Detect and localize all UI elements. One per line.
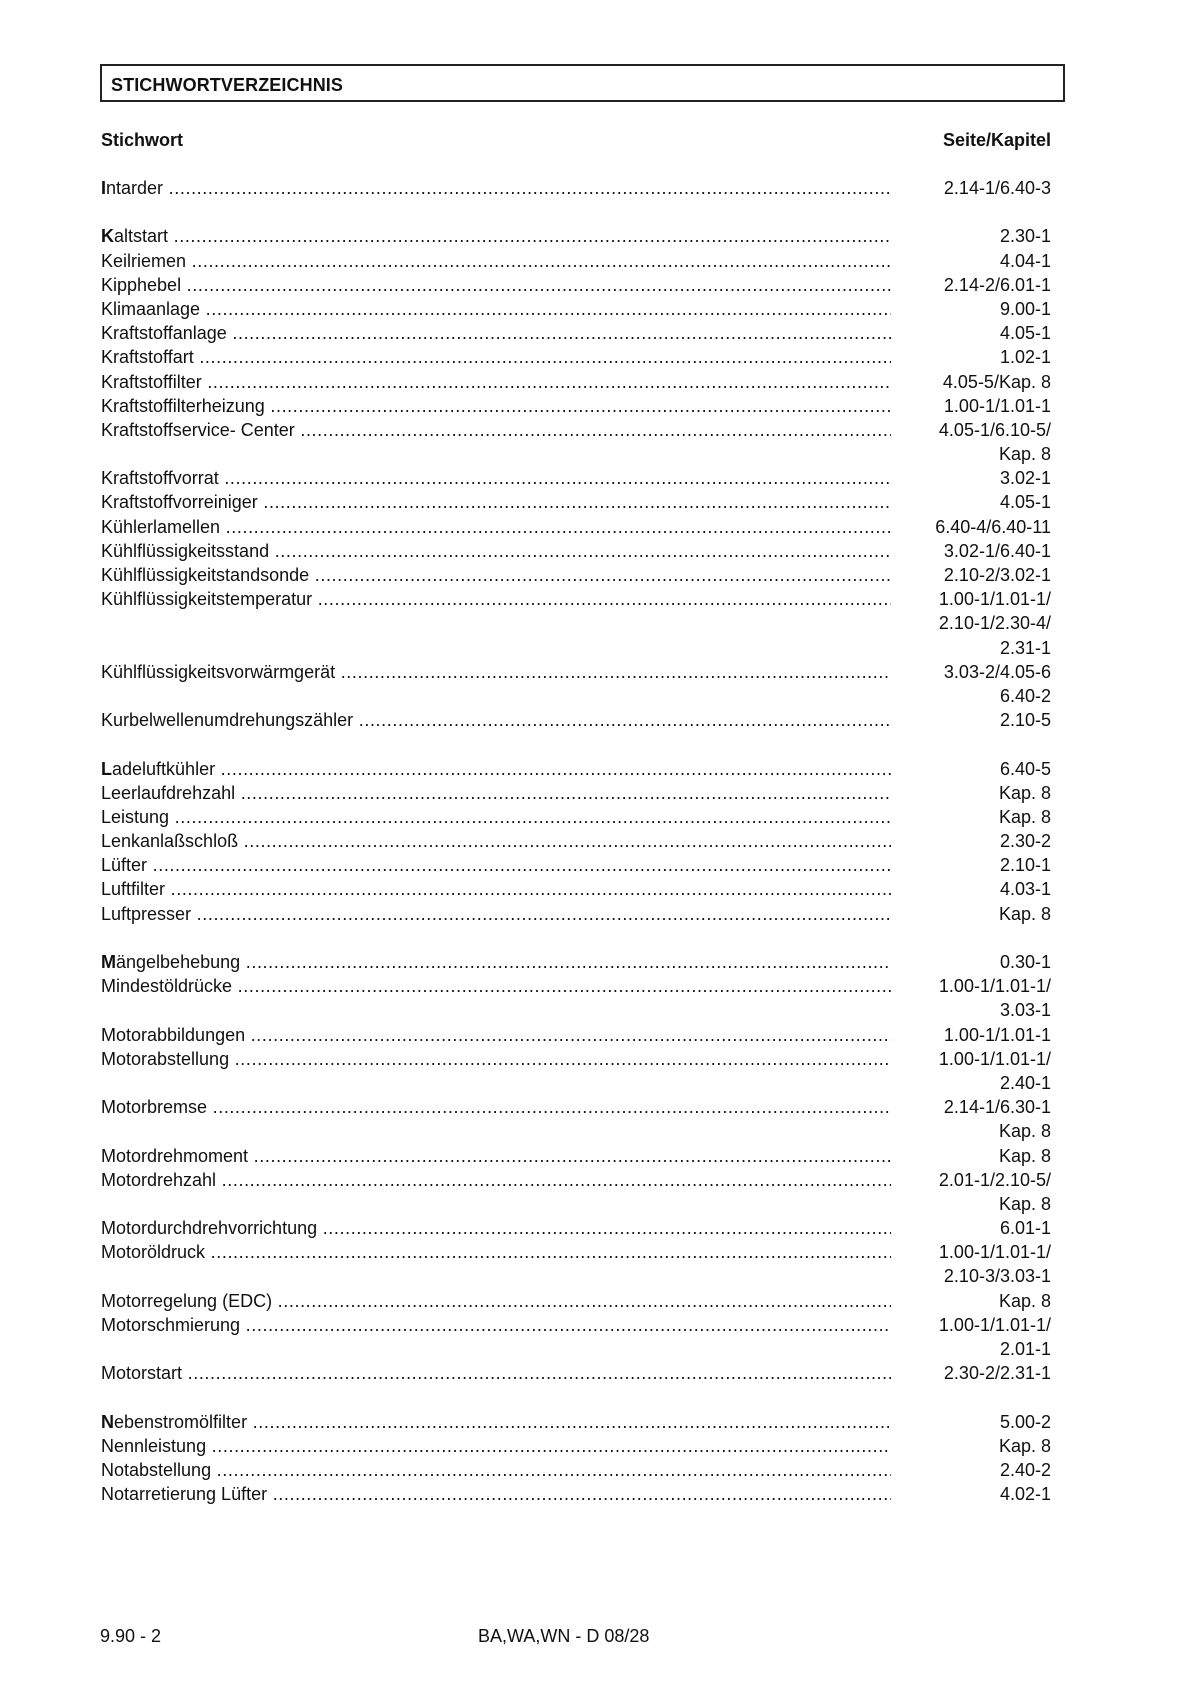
index-entry bbox=[101, 829, 1051, 853]
index-term-text: adeluftkühler bbox=[112, 758, 216, 779]
index-page-reference: 3.02-1/6.40-1 bbox=[943, 540, 1051, 561]
index-term bbox=[101, 345, 891, 369]
index-entry bbox=[101, 757, 1051, 781]
index-entry bbox=[101, 224, 1051, 248]
index-entry-continuation bbox=[101, 1071, 1051, 1095]
index-term bbox=[101, 563, 891, 587]
index-page-reference: 2.01-1/2.10-5/ bbox=[938, 1169, 1051, 1190]
index-term-text: Kraftstoffvorreiniger bbox=[101, 492, 258, 513]
index-entry bbox=[101, 877, 1051, 901]
index-page-reference: 6.40-2 bbox=[999, 685, 1051, 706]
index-term-text: Lenkanlaßschloß bbox=[101, 831, 239, 852]
index-list bbox=[101, 176, 1051, 1506]
index-entry bbox=[101, 587, 1051, 611]
index-term-text: Motordrehmoment bbox=[101, 1145, 249, 1166]
index-term-text: altstart bbox=[114, 226, 169, 247]
index-page-reference: 2.14-1/6.40-3 bbox=[943, 178, 1051, 198]
index-entry bbox=[101, 466, 1051, 490]
index-page-reference: 6.40-5 bbox=[999, 758, 1051, 779]
index-term bbox=[101, 466, 891, 490]
index-term bbox=[101, 1047, 891, 1071]
index-term bbox=[101, 853, 891, 877]
index-term bbox=[101, 1361, 891, 1385]
column-header-page: Seite/Kapitel bbox=[942, 130, 1051, 150]
index-term bbox=[101, 1482, 891, 1506]
index-entry bbox=[101, 1095, 1051, 1119]
index-term bbox=[101, 176, 891, 200]
index-term bbox=[101, 224, 891, 248]
index-page-reference: 2.01-1 bbox=[999, 1339, 1051, 1359]
index-page-reference: 4.05-5/Kap. 8 bbox=[942, 371, 1051, 392]
index-term bbox=[101, 1023, 891, 1047]
index-page-reference: Kap. 8 bbox=[998, 903, 1051, 924]
index-term bbox=[101, 757, 891, 781]
index-page-reference: 4.05-1 bbox=[999, 323, 1051, 344]
index-page-reference: 1.00-1/1.01-1/ bbox=[938, 589, 1051, 610]
index-term bbox=[101, 974, 891, 998]
index-page-reference: Kap. 8 bbox=[998, 782, 1051, 803]
index-page-reference: 1.00-1/1.01-1/ bbox=[938, 1048, 1051, 1069]
index-page-reference: Kap. 8 bbox=[998, 1121, 1051, 1142]
index-term-text: Kraftstoffvorrat bbox=[101, 468, 219, 489]
index-term-text: Leerlaufdrehzahl bbox=[101, 782, 236, 803]
index-entry bbox=[101, 563, 1051, 587]
index-page-reference: 2.10-1/2.30-4/ bbox=[938, 613, 1051, 634]
index-term-text: Kühlflüssigkeitstemperatur bbox=[101, 589, 313, 610]
index-entry bbox=[101, 345, 1051, 369]
index-term-text: Luftpresser bbox=[101, 903, 192, 924]
index-page-reference: 4.03-1 bbox=[999, 879, 1051, 900]
index-term bbox=[101, 539, 891, 563]
index-term bbox=[101, 902, 891, 926]
index-term-text: Keilriemen bbox=[101, 250, 187, 271]
index-term-initial: N bbox=[101, 1411, 114, 1432]
index-term-text: Notabstellung bbox=[101, 1459, 212, 1480]
index-page-reference: 4.05-1 bbox=[999, 492, 1051, 513]
index-entry-continuation bbox=[101, 1192, 1051, 1216]
index-page-reference: 2.40-2 bbox=[999, 1459, 1051, 1480]
index-title-box bbox=[100, 64, 1065, 102]
index-page-reference: 3.03-2/4.05-6 bbox=[943, 661, 1051, 682]
index-term bbox=[101, 1216, 891, 1240]
index-page-reference: 3.03-1 bbox=[999, 1000, 1051, 1021]
index-entry-continuation bbox=[101, 1337, 1051, 1361]
index-entry bbox=[101, 1313, 1051, 1337]
index-entry bbox=[101, 176, 1051, 200]
index-term-text: Kraftstoffilter bbox=[101, 371, 202, 392]
index-term bbox=[101, 515, 891, 539]
index-term bbox=[101, 1410, 891, 1434]
index-term-text: ängelbehebung bbox=[116, 952, 241, 972]
document-id: BA,WA,WN - D 08/28 bbox=[478, 1626, 650, 1646]
index-term bbox=[101, 877, 891, 901]
index-term-text: Leistung bbox=[101, 806, 170, 827]
index-term bbox=[101, 321, 891, 345]
index-entry-continuation bbox=[101, 636, 1051, 660]
index-page-reference: 1.00-1/1.01-1/ bbox=[938, 1314, 1051, 1335]
index-entry bbox=[101, 974, 1051, 998]
index-entry bbox=[101, 297, 1051, 321]
index-term-text: ntarder bbox=[106, 178, 164, 198]
index-entry bbox=[101, 515, 1051, 539]
index-page-reference: 2.14-2/6.01-1 bbox=[943, 274, 1051, 295]
index-page-reference: 1.00-1/1.01-1 bbox=[943, 395, 1051, 416]
index-page-reference: 3.02-1 bbox=[999, 468, 1051, 489]
index-entry bbox=[101, 490, 1051, 514]
index-term-text: Lüfter bbox=[101, 855, 148, 876]
index-term bbox=[101, 1458, 891, 1482]
index-page-reference: 1.00-1/1.01-1/ bbox=[938, 976, 1051, 997]
index-entry bbox=[101, 1458, 1051, 1482]
index-page-reference: 2.10-5 bbox=[999, 710, 1051, 731]
index-term bbox=[101, 587, 891, 611]
index-entry bbox=[101, 370, 1051, 394]
index-entry bbox=[101, 708, 1051, 732]
index-term-text: ebenstromölfilter bbox=[114, 1411, 248, 1432]
index-page-reference: Kap. 8 bbox=[998, 1145, 1051, 1166]
index-entry bbox=[101, 394, 1051, 418]
index-page-reference: 6.40-4/6.40-11 bbox=[935, 516, 1051, 537]
index-term bbox=[101, 1289, 891, 1313]
index-entry bbox=[101, 418, 1051, 442]
index-term-text: Luftfilter bbox=[101, 879, 166, 900]
column-header-keyword: Stichwort bbox=[101, 130, 184, 150]
index-entry bbox=[101, 249, 1051, 273]
index-page-reference: 1.00-1/1.01-1/ bbox=[938, 1242, 1051, 1263]
index-term-initial: M bbox=[101, 952, 116, 972]
index-term-text: Motoröldruck bbox=[101, 1242, 206, 1263]
page-title: STICHWORTVERZEICHNIS bbox=[111, 75, 344, 95]
index-term-text: Motorbremse bbox=[101, 1097, 208, 1118]
index-term bbox=[101, 1313, 891, 1337]
page-number: 9.90 - 2 bbox=[100, 1626, 162, 1646]
index-page-reference: 2.30-1 bbox=[999, 226, 1051, 247]
index-entry bbox=[101, 1144, 1051, 1168]
index-entry bbox=[101, 1361, 1051, 1385]
index-term-text: Motorregelung (EDC) bbox=[101, 1290, 273, 1311]
index-entry-continuation bbox=[101, 684, 1051, 708]
index-page-reference: Kap. 8 bbox=[998, 1290, 1051, 1311]
index-entry-continuation bbox=[101, 442, 1051, 466]
index-term bbox=[101, 708, 891, 732]
index-page-reference: 2.10-3/3.03-1 bbox=[943, 1266, 1051, 1287]
index-term-initial: L bbox=[101, 758, 112, 779]
index-entry bbox=[101, 781, 1051, 805]
index-term-text: Notarretierung Lüfter bbox=[101, 1484, 268, 1505]
index-term bbox=[101, 249, 891, 273]
index-entry-continuation bbox=[101, 1119, 1051, 1143]
index-term-text: Nennleistung bbox=[101, 1435, 207, 1456]
index-term bbox=[101, 370, 891, 394]
index-entry bbox=[101, 805, 1051, 829]
index-entry bbox=[101, 902, 1051, 926]
index-term bbox=[101, 781, 891, 805]
index-page-reference: 4.05-1/6.10-5/ bbox=[938, 419, 1051, 440]
index-page-reference: 6.01-1 bbox=[999, 1218, 1051, 1239]
index-term-text: Kühlerlamellen bbox=[101, 516, 221, 537]
index-page-reference: 1.00-1/1.01-1 bbox=[943, 1024, 1051, 1045]
index-term-text: Kraftstoffart bbox=[101, 347, 194, 368]
index-page-reference: 2.30-2 bbox=[999, 831, 1051, 852]
index-term-text: Kraftstoffservice- Center bbox=[101, 419, 295, 440]
index-entry bbox=[101, 1216, 1051, 1240]
index-term bbox=[101, 418, 891, 442]
index-term bbox=[101, 805, 891, 829]
index-term-text: Klimaanlage bbox=[101, 298, 201, 319]
index-page-reference: 2.10-2/3.02-1 bbox=[943, 565, 1051, 585]
index-term-text: Kraftstoffanlage bbox=[101, 323, 227, 344]
index-entry bbox=[101, 660, 1051, 684]
index-entry bbox=[101, 1240, 1051, 1264]
index-page-reference: 2.10-1 bbox=[999, 855, 1051, 876]
index-entry bbox=[101, 1482, 1051, 1506]
index-term bbox=[101, 490, 891, 514]
index-page-reference: 1.02-1 bbox=[999, 347, 1051, 368]
index-entry bbox=[101, 950, 1051, 974]
index-entry bbox=[101, 1023, 1051, 1047]
index-term bbox=[101, 297, 891, 321]
index-page-reference: 4.04-1 bbox=[999, 250, 1051, 271]
index-term bbox=[101, 1168, 891, 1192]
index-entry bbox=[101, 1289, 1051, 1313]
index-term bbox=[101, 273, 891, 297]
index-page-reference: 5.00-2 bbox=[999, 1411, 1051, 1432]
index-entry bbox=[101, 539, 1051, 563]
index-term-text: Kühlflüssigkeitstandsonde bbox=[101, 565, 310, 585]
index-term bbox=[101, 950, 891, 974]
index-term bbox=[101, 829, 891, 853]
index-term-initial: K bbox=[101, 226, 114, 247]
index-page-reference: 2.14-1/6.30-1 bbox=[943, 1097, 1051, 1118]
index-term bbox=[101, 1240, 891, 1264]
index-term-text: Kühlflüssigkeitsvorwärmgerät bbox=[101, 661, 336, 682]
index-term-text: Mindestöldrücke bbox=[101, 976, 233, 997]
index-page-reference: 2.40-1 bbox=[999, 1072, 1051, 1093]
index-entry bbox=[101, 321, 1051, 345]
index-page-reference: Kap. 8 bbox=[998, 806, 1051, 827]
index-term bbox=[101, 660, 891, 684]
index-entry-continuation bbox=[101, 611, 1051, 635]
index-entry bbox=[101, 853, 1051, 877]
index-term-text: Kurbelwellenumdrehungszähler bbox=[101, 710, 354, 731]
index-term-text: Kühlflüssigkeitsstand bbox=[101, 540, 270, 561]
index-term bbox=[101, 1434, 891, 1458]
index-page-reference: Kap. 8 bbox=[998, 1193, 1051, 1214]
index-entry bbox=[101, 1168, 1051, 1192]
index-term-text: Kipphebel bbox=[101, 274, 182, 295]
index-page-reference: 2.31-1 bbox=[999, 637, 1051, 658]
index-term-initial: I bbox=[101, 178, 107, 198]
index-entry-continuation bbox=[101, 998, 1051, 1022]
index-term bbox=[101, 394, 891, 418]
index-term-text: Kraftstoffilterheizung bbox=[101, 395, 265, 416]
index-term-text: Motorstart bbox=[101, 1363, 183, 1384]
index-term-text: Motordrehzahl bbox=[101, 1169, 217, 1190]
index-term-text: Motorschmierung bbox=[101, 1314, 241, 1335]
index-page-reference: Kap. 8 bbox=[998, 1435, 1051, 1456]
index-term bbox=[101, 1144, 891, 1168]
index-term-text: Motorabbildungen bbox=[101, 1024, 246, 1045]
index-page-reference: 4.02-1 bbox=[999, 1484, 1051, 1505]
index-entry bbox=[101, 1434, 1051, 1458]
index-page-reference: 9.00-1 bbox=[999, 298, 1051, 319]
index-term bbox=[101, 1095, 891, 1119]
index-term-text: Motordurchdrehvorrichtung bbox=[101, 1218, 318, 1239]
index-page-reference: Kap. 8 bbox=[998, 444, 1051, 465]
index-term-text: Motorabstellung bbox=[101, 1048, 230, 1069]
index-entry-continuation bbox=[101, 1264, 1051, 1288]
index-entry bbox=[101, 1047, 1051, 1071]
index-page-reference: 0.30-1 bbox=[999, 952, 1051, 972]
index-entry bbox=[101, 1410, 1051, 1434]
index-entry bbox=[101, 273, 1051, 297]
index-page-reference: 2.30-2/2.31-1 bbox=[943, 1363, 1051, 1384]
